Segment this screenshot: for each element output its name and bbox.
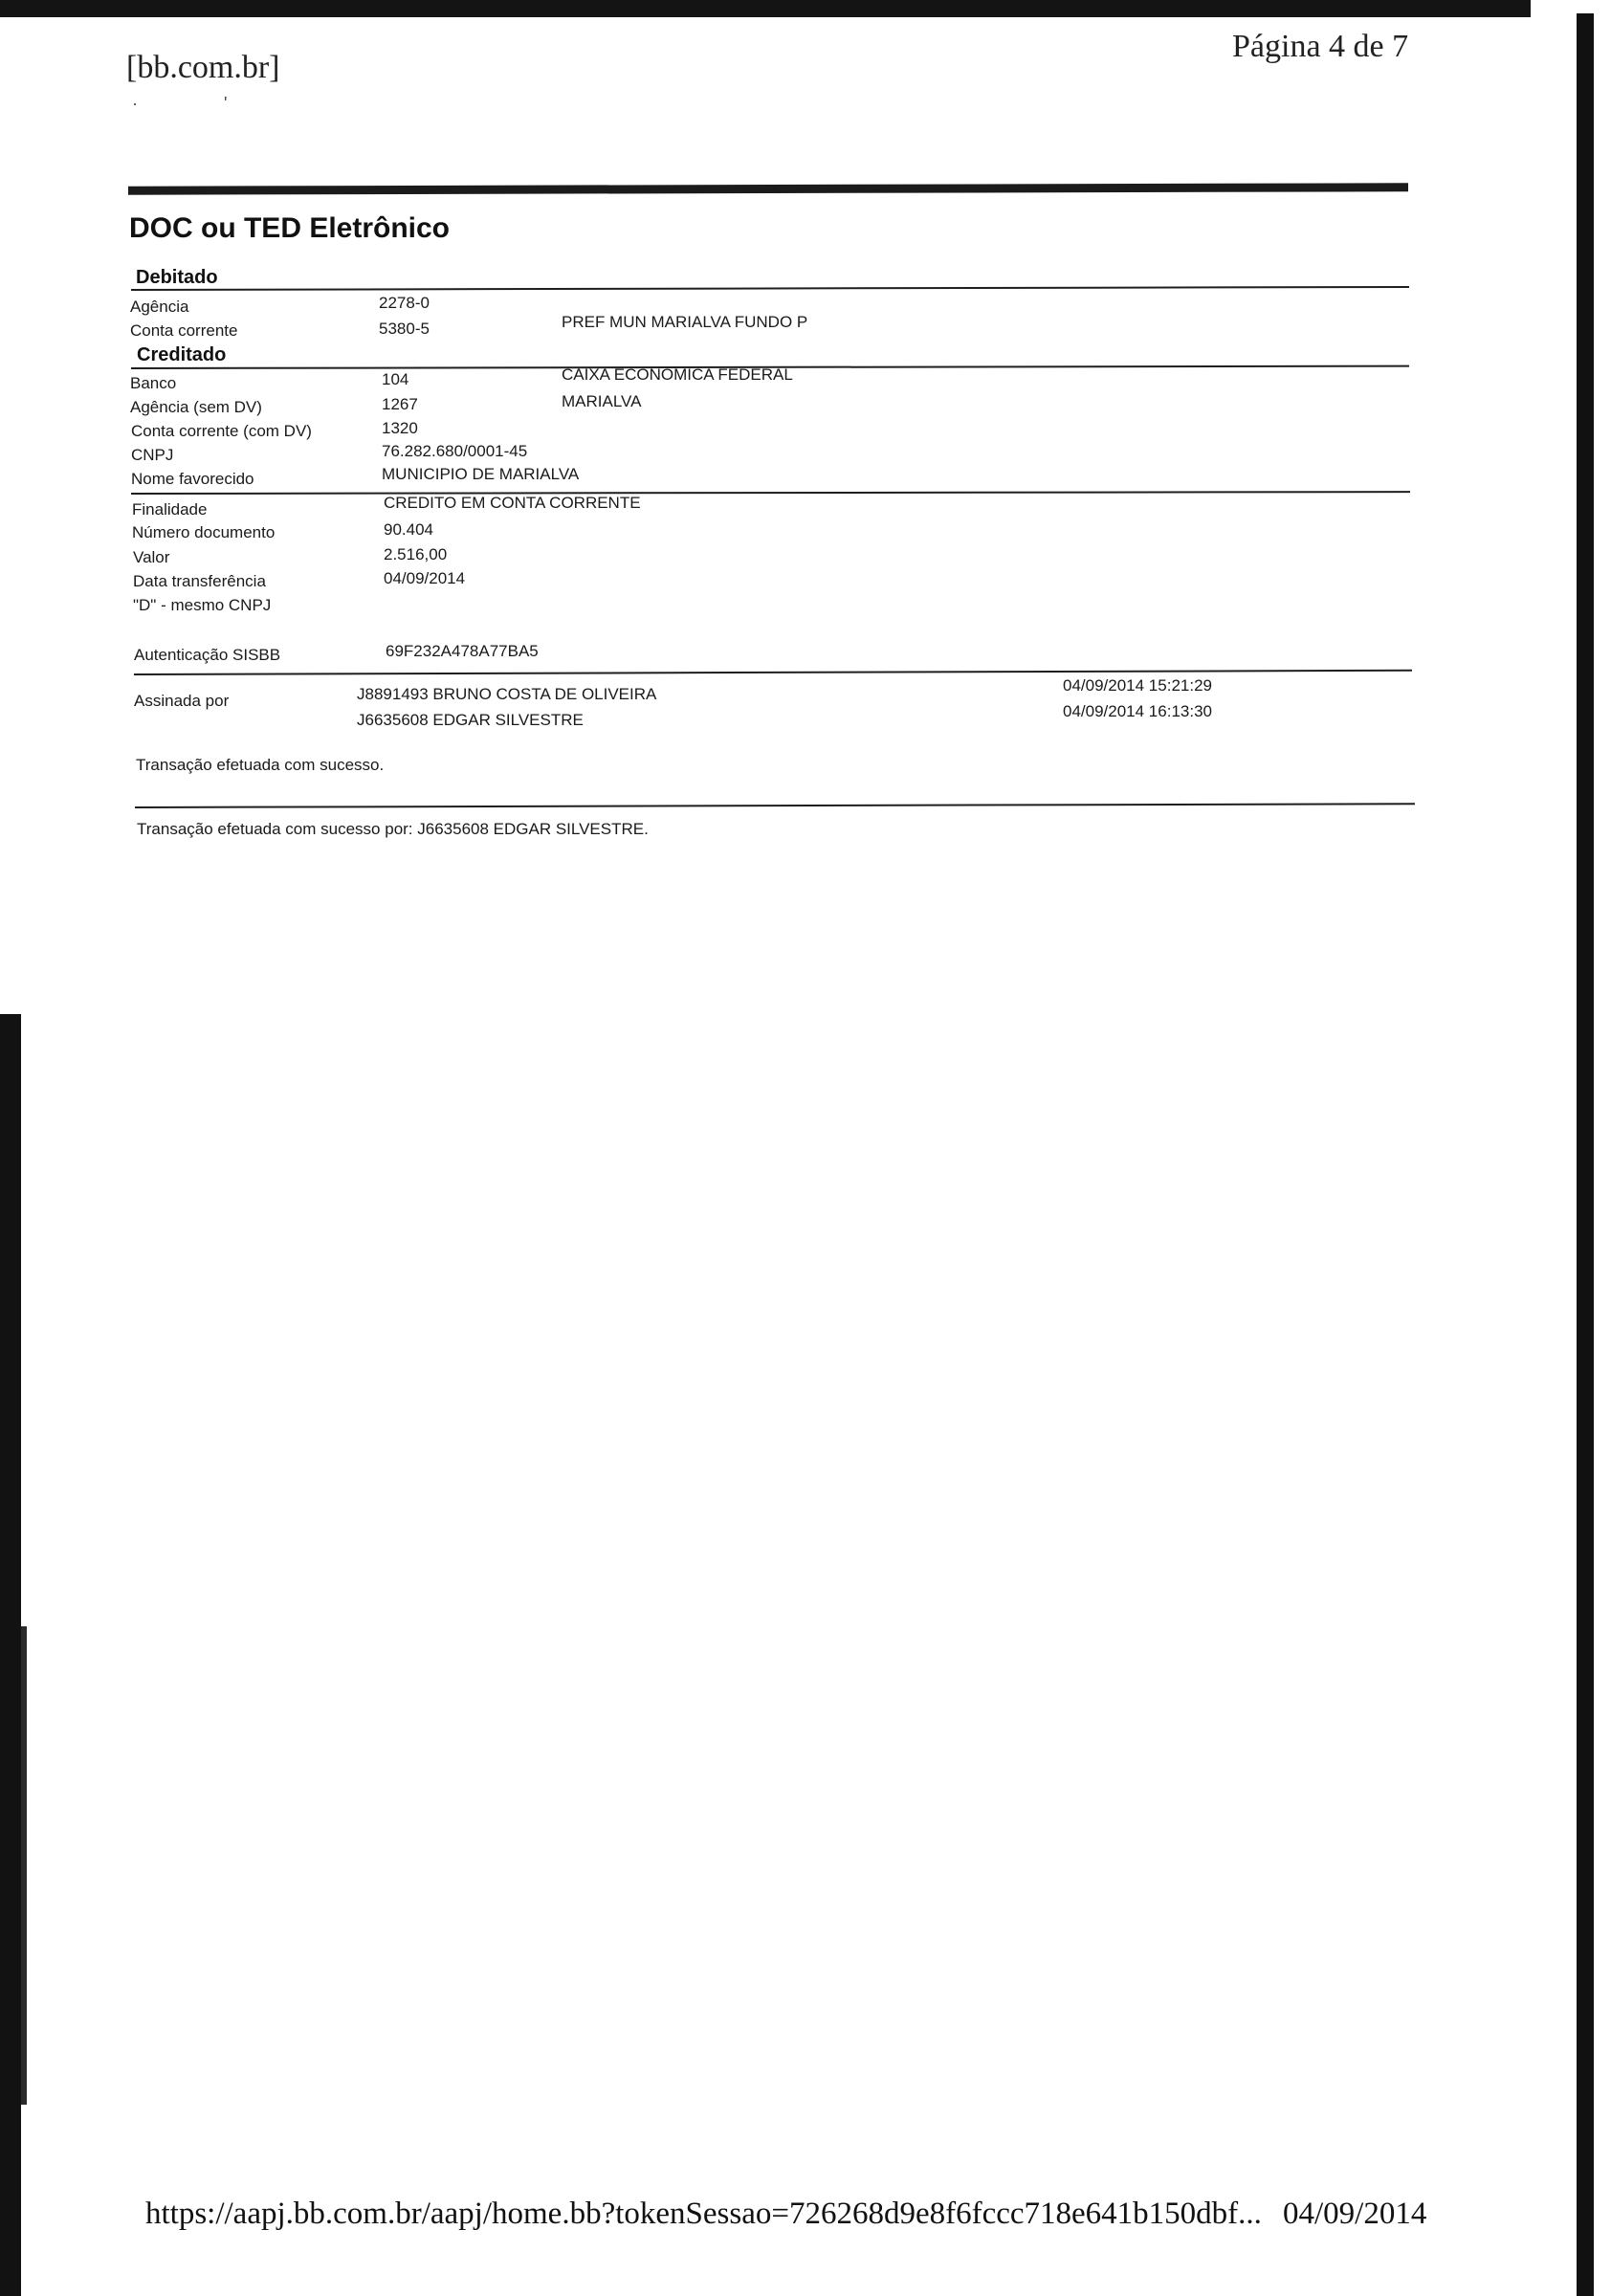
section-debitado: Debitado	[136, 267, 218, 288]
autenticacao-label: Autenticação SISBB	[134, 646, 281, 664]
creditado-agencia-label: Agência (sem DV)	[130, 398, 262, 416]
scan-border-left	[0, 1014, 21, 2296]
section-creditado: Creditado	[137, 344, 227, 365]
creditado-banco-value: 104	[382, 370, 409, 388]
divider-assinaturas	[134, 670, 1412, 675]
creditado-favorecido-value: MUNICIPIO DE MARIALVA	[382, 465, 580, 483]
scan-border-top	[0, 0, 1531, 17]
divider-debitado	[131, 286, 1409, 291]
creditado-agencia-name: MARIALVA	[562, 392, 642, 410]
site-label: [bb.com.br]	[126, 50, 280, 85]
creditado-conta-value: 1320	[382, 419, 418, 437]
mesmo-cnpj-label: "D" - mesmo CNPJ	[133, 596, 272, 614]
signer-2-name: J6635608 EDGAR SILVESTRE	[357, 711, 584, 729]
document-title: DOC ou TED Eletrônico	[129, 212, 451, 244]
scan-border-left-shadow	[21, 1626, 27, 2105]
creditado-cnpj-value: 76.282.680/0001-45	[382, 442, 528, 460]
title-rule	[128, 183, 1408, 195]
debitado-agencia-value: 2278-0	[379, 294, 430, 312]
autenticacao-value: 69F232A478A77BA5	[386, 642, 539, 660]
data-transferencia-label: Data transferência	[133, 572, 266, 590]
scan-specks: · '	[132, 94, 228, 113]
finalidade-label: Finalidade	[132, 500, 208, 519]
divider-footer-message	[135, 803, 1415, 808]
numero-documento-value: 90.404	[384, 520, 433, 539]
creditado-agencia-value: 1267	[382, 395, 418, 413]
divider-detalhes	[131, 491, 1410, 495]
debitado-conta-value: 5380-5	[379, 320, 430, 338]
creditado-banco-label: Banco	[130, 374, 177, 392]
debitado-conta-name: PREF MUN MARIALVA FUNDO P	[562, 313, 808, 331]
page-number: Página 4 de 7	[1232, 29, 1409, 64]
debitado-agencia-label: Agência	[130, 298, 189, 316]
debitado-conta-label: Conta corrente	[130, 321, 238, 340]
valor-label: Valor	[133, 548, 170, 566]
creditado-conta-label: Conta corrente (com DV)	[131, 422, 312, 440]
footer-message: Transação efetuada com sucesso por: J6635608 EDGAR SILVESTRE.	[137, 820, 649, 838]
assinada-por-label: Assinada por	[134, 692, 230, 710]
signer-1-name: J8891493 BRUNO COSTA DE OLIVEIRA	[357, 685, 657, 703]
footer-url: https://aapj.bb.com.br/aapj/home.bb?tokenSessao=726268d9e8f6fccc718e641b150dbf...	[145, 2197, 1262, 2231]
valor-value: 2.516,00	[384, 545, 448, 563]
signer-1-datetime: 04/09/2014 15:21:29	[1063, 676, 1212, 695]
scan-border-right	[1577, 13, 1594, 2296]
data-transferencia-value: 04/09/2014	[384, 569, 466, 587]
creditado-banco-name: CAIXA ECONOMICA FEDERAL	[562, 365, 793, 384]
signer-2-datetime: 04/09/2014 16:13:30	[1063, 702, 1212, 720]
footer-date: 04/09/2014	[1283, 2197, 1427, 2231]
status-message: Transação efetuada com sucesso.	[136, 756, 385, 774]
creditado-favorecido-label: Nome favorecido	[131, 470, 254, 488]
finalidade-value: CREDITO EM CONTA CORRENTE	[384, 494, 641, 512]
creditado-cnpj-label: CNPJ	[131, 446, 174, 464]
numero-documento-label: Número documento	[132, 523, 276, 541]
